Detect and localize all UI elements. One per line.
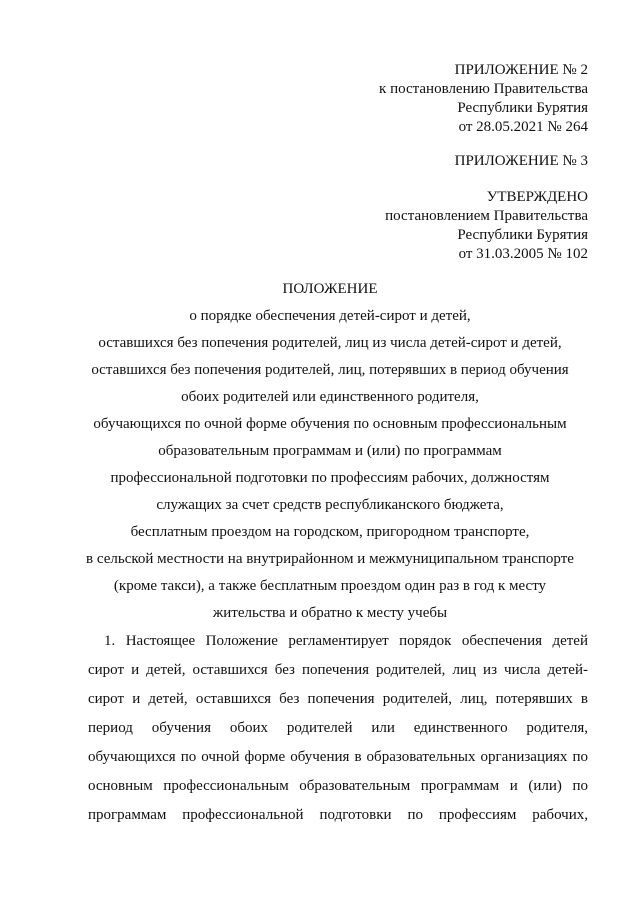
- title-line: служащих за счет средств республиканского бюджета,: [156, 497, 504, 513]
- approved-line-3: от 31.03.2005 № 102: [458, 246, 588, 262]
- appendix-3-header: [455, 152, 588, 171]
- approved-line-2: Республики Бурятия: [457, 227, 588, 243]
- appendix-2-line-3: от 28.05.2021 № 264: [458, 119, 588, 135]
- title-line: оставшихся без попечения родителей, лиц, потерявших в период обучения: [91, 362, 569, 378]
- title-line: бесплатным проездом на городском, пригородном транспорте,: [130, 524, 530, 540]
- approved-line-1: постановлением Правительства: [385, 208, 588, 224]
- title-line: обоих родителей или единственного родителя,: [181, 389, 479, 405]
- paragraph-line: 1. Настоящее Положение регламентирует порядок обеспечения детей: [104, 633, 588, 649]
- paragraph-1: [88, 627, 588, 830]
- approved-block: [385, 188, 588, 264]
- paragraph-line: обучающихся по очной форме обучения в образовательных организациях по: [88, 749, 588, 765]
- paragraph-line: программам профессиональной подготовки по профессиям рабочих,: [88, 807, 588, 823]
- title-line: обучающихся по очной форме обучения по основным профессиональным: [93, 416, 567, 432]
- title-line: профессиональной подготовки по профессиям рабочих, должностям: [110, 470, 550, 486]
- approved-title: УТВЕРЖДЕНО: [486, 189, 588, 205]
- appendix-2-title: ПРИЛОЖЕНИЕ № 2: [454, 62, 588, 78]
- document-heading: ПОЛОЖЕНИЕ: [282, 281, 378, 297]
- title-line: образовательным программам и (или) по программам: [158, 443, 502, 459]
- title-line: оставшихся без попечения родителей, лиц из числа детей-сирот и детей,: [98, 335, 562, 351]
- title-line: о порядке обеспечения детей-сирот и детей,: [189, 308, 471, 324]
- appendix-3-title: ПРИЛОЖЕНИЕ № 3: [454, 153, 588, 169]
- appendix-2-header: [379, 61, 588, 137]
- title-line: в сельской местности на внутрирайонном и межмуниципальном транспорте: [86, 551, 574, 567]
- appendix-2-line-1: к постановлению Правительства: [379, 81, 588, 97]
- paragraph-line: сирот и детей, оставшихся без попечения родителей, лиц, потерявших в: [88, 691, 588, 707]
- title-line: жительства и обратно к месту учебы: [212, 605, 448, 621]
- paragraph-line: период обучения обоих родителей или единственного родителя,: [88, 720, 588, 736]
- paragraph-line: сирот и детей, оставшихся без попечения родителей, лиц из числа детей-: [88, 662, 588, 678]
- appendix-2-line-2: Республики Бурятия: [457, 100, 588, 116]
- paragraph-line: основным профессиональным образовательным программам и (или) по: [88, 778, 588, 794]
- document-title: [80, 276, 580, 627]
- title-line: (кроме такси), а также бесплатным проездом один раз в год к месту: [113, 578, 547, 594]
